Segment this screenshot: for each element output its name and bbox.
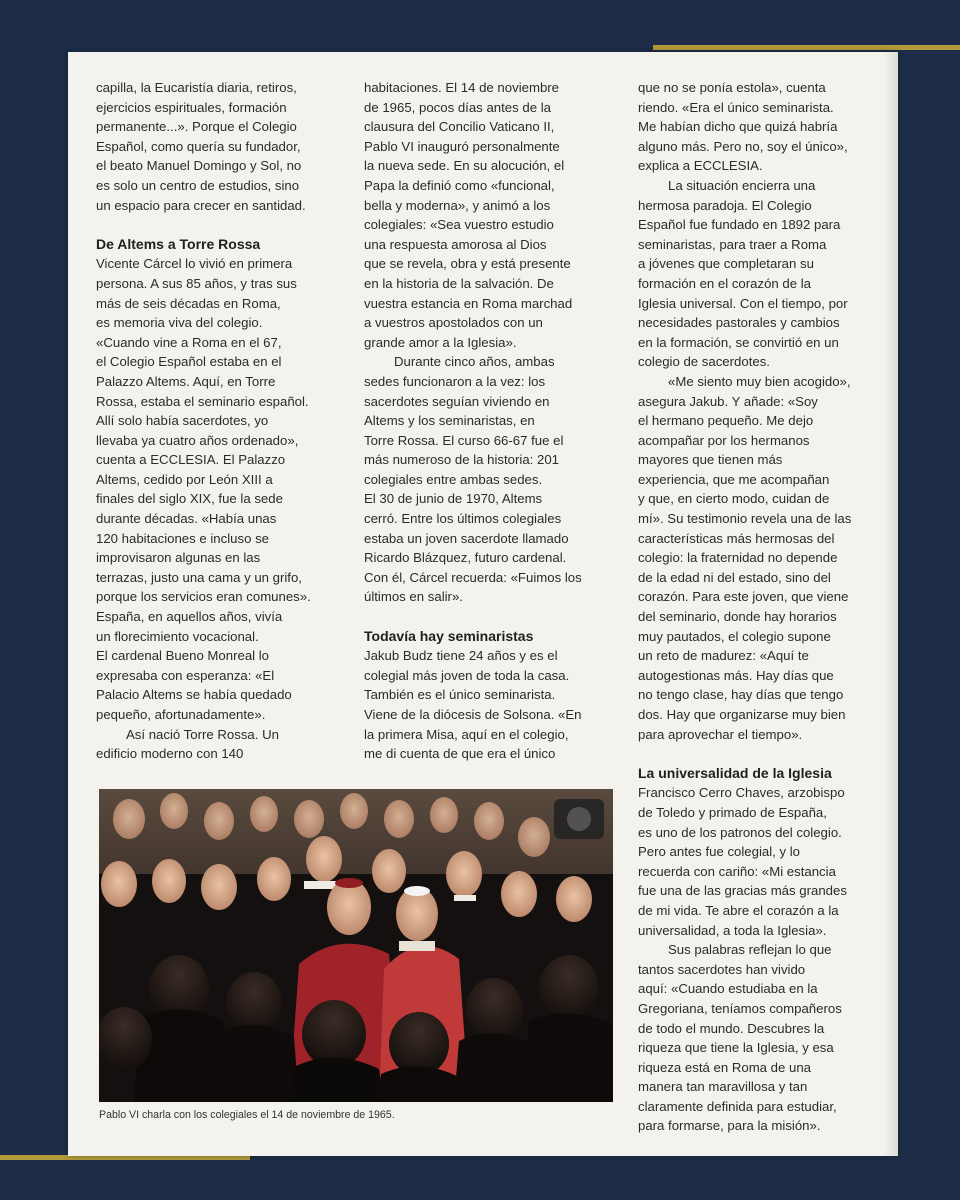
text-line: habitaciones. El 14 de noviembre [364,80,560,95]
text-line: 120 habitaciones e incluso se [96,530,270,546]
text-line: la primera Misa, aquí en el colegio, [364,726,569,742]
photo-caption: Pablo VI charla con los colegiales el 14 de noviembre de 1965. [99,1109,395,1121]
text-line: me di cuenta de que era el único [364,746,556,762]
text-line: una respuesta amorosa al Dios [364,236,547,252]
text-line: claramente definida para estudiar, [638,1098,837,1114]
text-line: necesidades pastorales y cambios [638,315,840,331]
text-line: capilla, la Eucaristía diaria, retiros, [96,80,297,95]
col2-paragraph-3 [364,646,634,764]
text-line: Allí solo había sacerdotes, yo [96,413,269,429]
text-line: Iglesia universal. Con el tiempo, por [638,295,848,311]
col2-paragraph-1 [364,78,634,352]
text-line: improvisaron algunas en las [96,550,261,566]
text-line: Vicente Cárcel lo vivió en primera [96,256,293,272]
text-line: cerró. Entre los últimos colegiales [364,511,562,527]
text-line: en la historia de la salvación. De [364,275,554,291]
text-line: persona. A sus 85 años, y tras sus [96,275,297,291]
text-line: ejercicios espirituales, formación [96,99,287,115]
text-line: de 1965, pocos días antes de la [364,99,551,115]
text-line: fue una de las gracias más grandes [638,883,847,899]
text-line: el beato Manuel Domingo y Sol, no [96,158,302,174]
text-line: para aprovechar el tiempo». [638,726,803,742]
text-line: Palazzo Altems. Aquí, en Torre [96,373,276,389]
text-line: Altems y los seminaristas, en [364,413,535,429]
text-line: de todo el mundo. Descubres la [638,1020,825,1036]
text-line: Durante cinco años, ambas [394,354,555,370]
crowd-photo-illustration [99,789,613,1102]
text-line: Francisco Cerro Chaves, arzobispo [638,785,845,801]
text-line: que se revela, obra y está presente [364,256,571,272]
text-line: colegio: la fraternidad no depende [638,550,838,566]
text-line: mí». Su testimonio revela una de las [638,511,852,527]
text-line: porque los servicios eran comunes». [96,589,311,605]
text-line: Pero antes fue colegial, y lo [638,844,801,860]
text-line: tantos sacerdotes han vivido [638,961,806,977]
text-line: cuenta a ECCLESIA. El Palazzo [96,452,286,468]
text-line: un florecimiento vocacional. [96,628,259,644]
text-line: para formarse, para la misión». [638,1118,821,1134]
text-line: corazón. Para este joven, que viene [638,589,849,605]
text-line: estaba un joven sacerdote llamado [364,530,569,546]
text-line: y que, en cierto modo, cuidan de [638,491,830,507]
text-line: el Colegio Español estaba en el [96,354,282,370]
article-column-1 [96,78,366,764]
text-line: autogestionas más. Hay días que [638,667,834,683]
text-line: universalidad, a toda la Iglesia». [638,922,827,938]
text-line: Viene de la diócesis de Solsona. «En [364,707,582,722]
text-line: colegial más joven de toda la casa. [364,667,570,683]
text-line: explica a ECCLESIA. [638,158,763,174]
text-line: un espacio para crecer en santidad. [96,197,306,213]
col3-paragraph-3 [638,372,896,744]
text-line: la nueva sede. En su alocución, el [364,158,565,174]
article-column-3 [638,78,896,1136]
section-heading-universalidad: La universalidad de la Iglesia [638,764,832,781]
text-line: permanente...». Porque el Colegio [96,119,297,135]
text-line: riendo. «Era el único seminarista. [638,99,834,115]
text-line: más de seis décadas en Roma, [96,295,281,311]
text-line: riqueza está en Roma de una [638,1059,812,1075]
text-line: asegura Jakub. Y añade: «Soy [638,393,818,409]
text-line: que no se ponía estola», cuenta [638,80,826,95]
text-line: sedes funcionaron a la vez: los [364,373,546,389]
section-heading-seminaristas: Todavía hay seminaristas [364,627,534,644]
text-line: es uno de los patronos del colegio. [638,824,842,840]
text-line: Papa la definió como «funcional, [364,177,555,193]
text-line: Ricardo Blázquez, futuro cardenal. [364,550,567,566]
text-line: colegiales entre ambas sedes. [364,471,543,487]
text-line: bella y moderna», y animó a los [364,197,551,213]
text-line: El cardenal Bueno Monreal lo [96,648,270,664]
text-line: Palacio Altems se había quedado [96,687,292,703]
text-line: Altems, cedido por León XIII a [96,471,273,487]
text-line: Español, como quería su fundador, [96,138,301,154]
text-line: formación en el corazón de la [638,275,812,291]
text-line: vuestra estancia en Roma marchad [364,295,573,311]
text-line: aquí: «Cuando estudiaba en la [638,981,818,997]
text-line: un reto de madurez: «Aquí te [638,648,809,664]
text-line: grande amor a la Iglesia». [364,334,517,350]
text-line: mayores que tienen más [638,452,783,468]
col2-paragraph-2 [364,352,634,607]
text-line: a vuestros apostolados con un [364,315,543,331]
text-line: muy pautados, el colegio supone [638,628,831,644]
text-line: El 30 de junio de 1970, Altems [364,491,543,507]
text-line: España, en aquellos años, vivía [96,609,283,625]
gold-accent-bar-top [653,45,960,50]
text-line: seminaristas, para traer a Roma [638,236,827,252]
text-line: colegiales: «Sea vuestro estudio [364,217,554,233]
text-line: pequeño, afortunadamente». [96,707,266,722]
col3-paragraph-1 [638,78,896,176]
text-line: Rossa, estaba el seminario español. [96,393,309,409]
text-line: riqueza que tiene la Iglesia, y esa [638,1040,834,1056]
text-line: También es el único seminarista. [364,687,556,703]
text-line: sacerdotes seguían viviendo en [364,393,550,409]
text-line: de Toledo y primado de España, [638,804,827,820]
text-line: es memoria viva del colegio. [96,315,263,331]
text-line: experiencia, que me acompañan [638,471,830,487]
col1-paragraph-3 [96,725,366,764]
text-line: La situación encierra una [668,177,816,193]
text-line: expresaba con esperanza: «El [96,667,275,683]
text-line: alguno más. Pero no, soy el único», [638,138,848,154]
text-line: Jakub Budz tiene 24 años y es el [364,648,558,664]
col1-paragraph-2 [96,254,366,724]
text-line: de la edad ni del estado, sino del [638,569,831,585]
historical-photo-pablo-vi [99,789,613,1102]
text-line: llevaba ya cuatro años ordenado», [96,432,299,448]
text-line: «Me siento muy bien acogido», [668,373,851,389]
text-line: recuerda con cariño: «Mi estancia [638,863,836,879]
text-line: Gregoriana, teníamos compañeros [638,1000,842,1016]
text-line: Español fue fundado en 1892 para [638,217,841,233]
text-line: «Cuando vine a Roma en el 67, [96,334,282,350]
text-line: es solo un centro de estudios, sino [96,177,300,193]
text-line: colegio de sacerdotes. [638,354,770,370]
text-line: finales del siglo XIX, fue la sede [96,491,283,507]
text-line: Torre Rossa. El curso 66-67 fue el [364,432,564,448]
text-line: Así nació Torre Rossa. Un [126,726,279,742]
text-line: en la formación, se convirtió en un [638,334,839,350]
col1-paragraph-1 [96,78,366,215]
text-line: no tengo clase, hay días que tengo [638,687,844,703]
text-line: edificio moderno con 140 [96,746,244,762]
text-line: de mi vida. Te abre el corazón a la [638,902,839,918]
text-line: clausura del Concilio Vaticano II, [364,119,555,135]
text-line: terrazas, justo una cama y un grifo, [96,569,302,585]
section-heading-altems: De Altems a Torre Rossa [96,235,261,252]
text-line: Pablo VI inauguró personalmente [364,138,560,154]
text-line: durante décadas. «Había unas [96,511,277,527]
article-column-2 [364,78,634,764]
text-line: el hermano pequeño. Me dejo [638,413,814,429]
magazine-page [68,52,898,1156]
text-line: Sus palabras reflejan lo que [668,942,832,958]
text-line: más numeroso de la historia: 201 [364,452,559,468]
text-line: del seminario, donde hay horarios [638,609,837,625]
text-line: hermosa paradoja. El Colegio [638,197,812,213]
text-line: a jóvenes que completaran su [638,256,814,272]
col3-paragraph-5 [638,940,896,1136]
text-line: últimos en salir». [364,589,463,605]
col3-paragraph-4 [638,783,896,940]
text-line: acompañar por los hermanos [638,432,810,448]
text-line: manera tan maravillosa y tan [638,1079,808,1095]
text-line: dos. Hay que organizarse muy bien [638,707,846,722]
text-line: Me habían dicho que quizá habría [638,119,838,135]
col3-paragraph-2 [638,176,896,372]
text-line: características más hermosas del [638,530,835,546]
text-line: Con él, Cárcel recuerda: «Fuimos los [364,569,582,585]
